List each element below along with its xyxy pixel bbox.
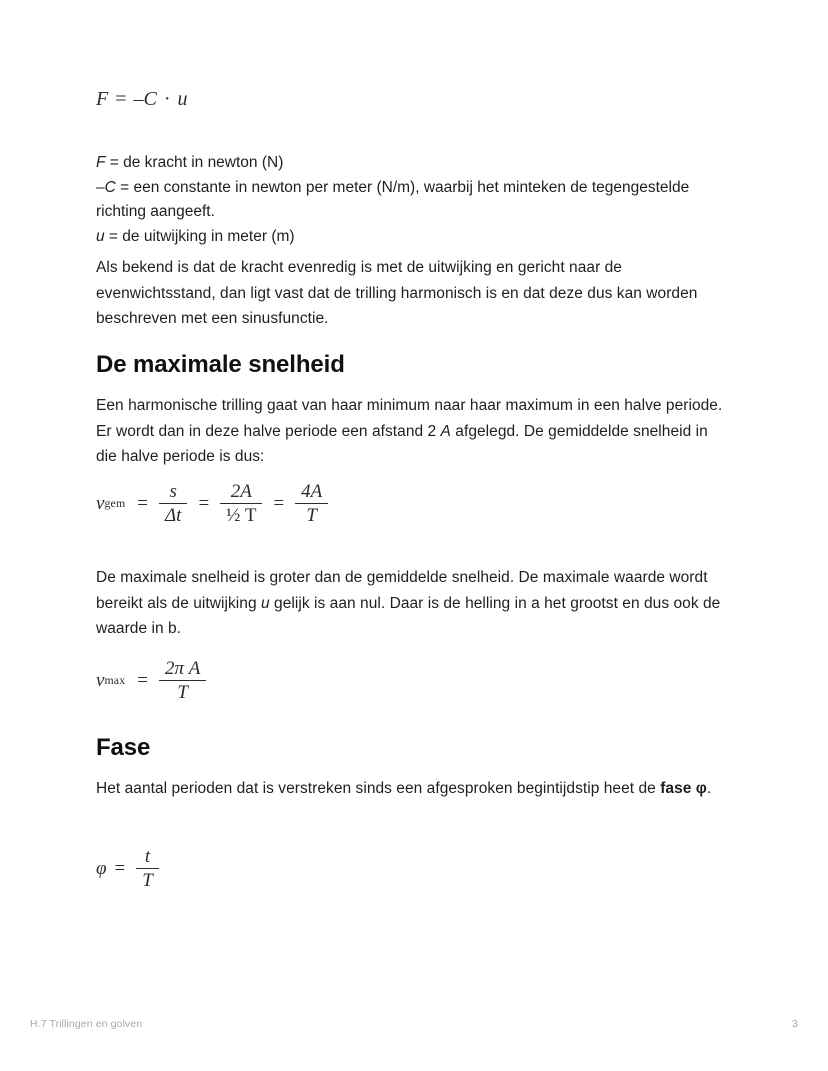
- formula-vgem-fraction-3: [295, 481, 328, 527]
- definition-symbol-u: u: [96, 227, 105, 245]
- formula-phase-fraction: [136, 846, 159, 892]
- paragraph-fase: [96, 776, 732, 802]
- formula-phase: [96, 846, 732, 892]
- paragraph-average-speed: [96, 393, 732, 470]
- paragraph-fase-term: fase φ: [660, 780, 707, 797]
- formula-vmax-fraction: [159, 658, 206, 704]
- definition-item-u: [96, 225, 732, 250]
- paragraph-fase-pre: Het aantal perioden dat is verstreken sinds een afgesproken begintijdstip heet de: [96, 780, 661, 797]
- footer-page-number: 3: [792, 1018, 798, 1030]
- heading-fase: Fase: [96, 734, 151, 761]
- paragraph-max-speed-pre: De maximale snelheid is groter dan de gemiddelde snelheid. De maximale waarde wordt bereikt als de uitwijking: [96, 569, 708, 612]
- paragraph-max-speed: [96, 565, 732, 642]
- formula-force-equals: =: [115, 88, 127, 110]
- definition-symbol-C: –C: [96, 178, 116, 196]
- page-footer: [30, 1018, 798, 1030]
- formula-vgem-subscript: gem: [104, 496, 126, 510]
- formula-vgem-f3-numerator: 4A: [301, 481, 323, 502]
- heading-maximale-snelheid: De maximale snelheid: [96, 351, 345, 378]
- formula-vgem-equals-3: =: [273, 492, 285, 514]
- definition-text-C: = een constante in newton per meter (N/m), waarbij het minteken de tegengestelde richting aangeeft.: [96, 178, 690, 220]
- formula-phase-equals: =: [114, 857, 126, 879]
- definition-item-F: [96, 151, 732, 176]
- definition-list: [96, 151, 732, 249]
- paragraph-average-speed-pre: Een harmonische trilling gaat van haar minimum naar haar maximum in een halve periode. Er wordt dan in deze halve periode een afstand 2: [96, 397, 723, 440]
- formula-force-law: [96, 88, 732, 111]
- formula-phase-symbol: φ: [96, 857, 107, 879]
- formula-vgem-f2-numerator: 2A: [230, 481, 252, 502]
- formula-phase-denominator: T: [136, 868, 159, 891]
- formula-force-constant: C: [143, 88, 157, 110]
- paragraph-max-speed-post: gelijk is aan nul. Daar is de helling in a het grootst en dus ook de waarde in b.: [96, 594, 721, 637]
- footer-chapter-label: H.7 Trillingen en golven: [30, 1018, 143, 1030]
- formula-vgem-equals-1: =: [137, 492, 149, 514]
- definition-text-F: = de kracht in newton (N): [105, 154, 284, 171]
- formula-vgem-equals-2: =: [198, 492, 210, 514]
- formula-vgem-fraction-2: [220, 481, 262, 527]
- formula-force-sign: –: [133, 88, 144, 110]
- formula-phase-numerator: t: [144, 846, 151, 867]
- formula-vmax-equals: =: [137, 669, 149, 691]
- formula-vgem-fraction-1: [159, 481, 187, 527]
- formula-vgem-f2-denominator: ½ T: [220, 503, 262, 526]
- formula-force-displacement: u: [177, 88, 188, 110]
- paragraph-max-speed-u: u: [261, 594, 270, 612]
- formula-vgem-f3-denominator: T: [295, 503, 328, 526]
- formula-force-lhs: F: [96, 88, 109, 110]
- paragraph-fase-post: .: [706, 780, 712, 797]
- formula-vgem-symbol: v: [96, 492, 105, 514]
- paragraph-intro: Als bekend is dat de kracht evenredig is met de uitwijking en gericht naar de evenwichtsstand, dan ligt vast dat de trilling harmonisch is en dat deze dus kan worden beschreven met een sinusfunctie.: [96, 259, 698, 327]
- formula-vgem-f1-numerator: s: [169, 481, 177, 502]
- formula-max-speed: [96, 658, 732, 704]
- formula-vmax-subscript: max: [104, 673, 126, 687]
- formula-vmax-denominator: T: [159, 680, 206, 703]
- formula-average-speed: [96, 481, 732, 527]
- paragraph-average-speed-amplitude: A: [440, 422, 451, 440]
- definition-item-C: [96, 176, 732, 225]
- formula-vgem-f1-denominator: Δt: [159, 503, 187, 526]
- paragraph-average-speed-post: afgelegd. De gemiddelde snelheid in die halve periode is dus:: [96, 422, 708, 465]
- formula-vmax-numerator: 2π A: [165, 658, 201, 679]
- definition-text-u: = de uitwijking in meter (m): [104, 227, 295, 245]
- definition-symbol-F: F: [96, 154, 106, 171]
- formula-vmax-symbol: v: [96, 669, 105, 691]
- formula-force-dot: ·: [163, 88, 171, 110]
